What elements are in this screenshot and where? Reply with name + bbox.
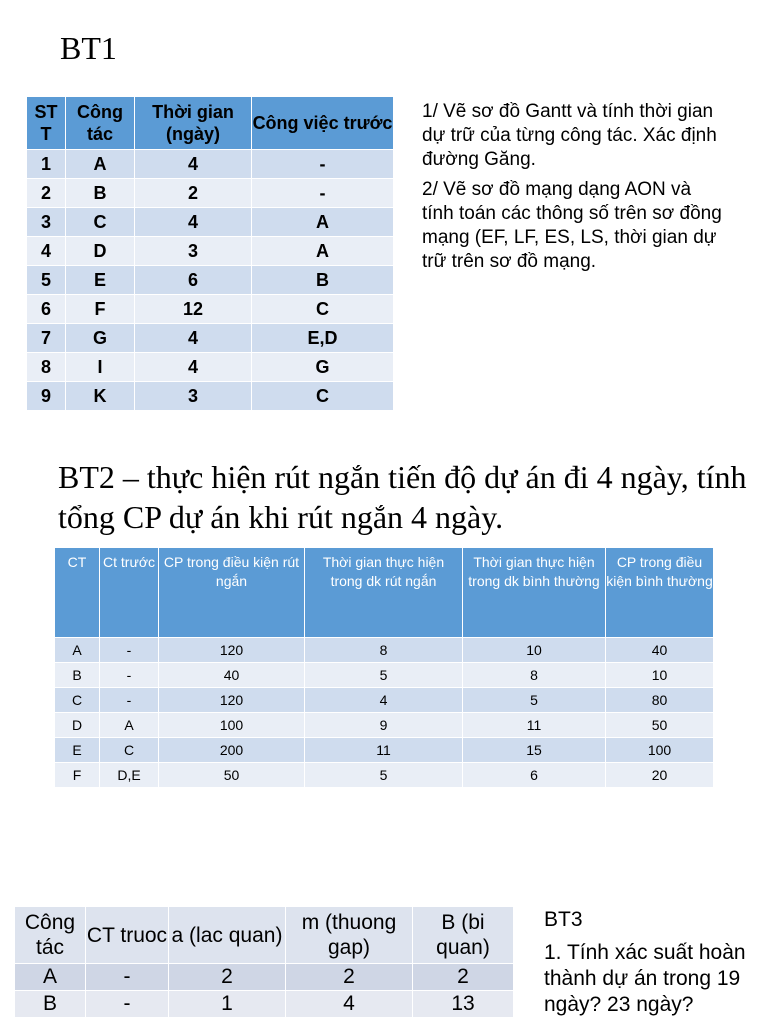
header-cong-viec-truoc: Công việc trước — [252, 97, 394, 150]
cell-ct-truoc: C — [100, 738, 159, 763]
cell-ct-truoc: - — [100, 688, 159, 713]
table-row — [55, 688, 714, 713]
cell-tg-rut-ngan: 5 — [305, 763, 463, 788]
cell-thoi-gian: 4 — [135, 150, 252, 179]
table-row — [27, 324, 394, 353]
cell-stt: 4 — [27, 237, 66, 266]
header-tg-binh-thuong: Thời gian thực hiện trong dk bình thường — [463, 548, 606, 638]
cell-cp-rut-ngan: 200 — [159, 738, 305, 763]
cell-tg-rut-ngan: 9 — [305, 713, 463, 738]
table-row — [55, 763, 714, 788]
bt2-title: BT2 – thực hiện rút ngắn tiến độ dự án đi 4 ngày, tính tổng CP dự án khi rút ngắn 4 ngày. — [58, 459, 747, 535]
header-m-thuong-gap: m (thuong gap) — [286, 907, 413, 964]
header-thoi-gian: Thời gian (ngày) — [135, 97, 252, 150]
cell-thoi-gian: 6 — [135, 266, 252, 295]
bt1-title: BT1 — [60, 30, 117, 66]
table-row — [27, 150, 394, 179]
header-ct-truoc: Ct trước — [100, 548, 159, 638]
table-row — [27, 382, 394, 411]
cell-cong-tac: F — [66, 295, 135, 324]
bt3-table — [14, 906, 514, 1018]
bt1-question-2: 2/ Vẽ sơ đồ mạng dạng AON và tính toán các thông số trên sơ đồng mạng (EF, LF, ES, LS, thời gian dự trữ trên sơ đồ mạng. — [422, 179, 722, 272]
cell-tg-rut-ngan: 11 — [305, 738, 463, 763]
cell-thoi-gian: 4 — [135, 324, 252, 353]
cell-cong-tac: E — [66, 266, 135, 295]
table-row — [27, 353, 394, 382]
cell-a: 1 — [169, 991, 286, 1018]
bt2-table — [54, 547, 714, 788]
cell-cp-binh-thuong: 100 — [606, 738, 714, 763]
cell-stt: 8 — [27, 353, 66, 382]
cell-ct: E — [55, 738, 100, 763]
cell-b: 13 — [413, 991, 514, 1018]
bt1-questions — [422, 100, 722, 280]
cell-stt: 9 — [27, 382, 66, 411]
bt1-question-1: 1/ Vẽ sơ đồ Gantt và tính thời gian dự trữ của từng công tác. Xác định đường Găng. — [422, 101, 717, 170]
cell-tg-binh-thuong: 15 — [463, 738, 606, 763]
header-cong-tac: Công tác — [15, 907, 86, 964]
header-cong-tac: Công tác — [66, 97, 135, 150]
cell-cong-tac: K — [66, 382, 135, 411]
table-header-row — [55, 548, 714, 638]
cell-ct: B — [55, 663, 100, 688]
cell-stt: 7 — [27, 324, 66, 353]
table-row — [27, 179, 394, 208]
header-tg-rut-ngan: Thời gian thực hiện trong dk rút ngắn — [305, 548, 463, 638]
cell-b: 2 — [413, 964, 514, 991]
cell-ct-truoc: D,E — [100, 763, 159, 788]
table-header-row — [15, 907, 514, 964]
cell-ct: F — [55, 763, 100, 788]
bt3-question: 1. Tính xác suất hoàn thành dự án trong 19 ngày? 23 ngày? — [544, 941, 746, 1016]
table-row — [27, 208, 394, 237]
cell-tg-rut-ngan: 4 — [305, 688, 463, 713]
cell-cp-binh-thuong: 20 — [606, 763, 714, 788]
cell-stt: 1 — [27, 150, 66, 179]
table-row — [15, 991, 514, 1018]
cell-cp-rut-ngan: 120 — [159, 688, 305, 713]
cell-thoi-gian: 2 — [135, 179, 252, 208]
cell-cp-binh-thuong: 80 — [606, 688, 714, 713]
cell-tg-rut-ngan: 8 — [305, 638, 463, 663]
cell-ct: A — [55, 638, 100, 663]
table-row — [55, 638, 714, 663]
cell-m: 4 — [286, 991, 413, 1018]
cell-thoi-gian: 4 — [135, 353, 252, 382]
cell-stt: 6 — [27, 295, 66, 324]
cell-truoc: A — [252, 237, 394, 266]
cell-cong-tac: B — [15, 991, 86, 1018]
cell-truoc: G — [252, 353, 394, 382]
cell-ct-truoc: - — [100, 638, 159, 663]
cell-cp-binh-thuong: 40 — [606, 638, 714, 663]
cell-thoi-gian: 3 — [135, 382, 252, 411]
cell-cp-rut-ngan: 40 — [159, 663, 305, 688]
cell-a: 2 — [169, 964, 286, 991]
header-b-bi-quan: B (bi quan) — [413, 907, 514, 964]
cell-truoc: A — [252, 208, 394, 237]
cell-thoi-gian: 4 — [135, 208, 252, 237]
cell-tg-binh-thuong: 11 — [463, 713, 606, 738]
cell-truoc: - — [252, 179, 394, 208]
cell-tg-binh-thuong: 8 — [463, 663, 606, 688]
cell-truoc: C — [252, 295, 394, 324]
header-ct-truoc: CT truoc — [86, 907, 169, 964]
header-cp-binh-thuong: CP trong điều kiện bình thường — [606, 548, 714, 638]
cell-truoc: E,D — [252, 324, 394, 353]
table-row — [27, 295, 394, 324]
cell-stt: 3 — [27, 208, 66, 237]
cell-truoc: B — [252, 266, 394, 295]
cell-ct-truoc: - — [86, 991, 169, 1018]
cell-ct-truoc: - — [100, 663, 159, 688]
cell-cp-binh-thuong: 50 — [606, 713, 714, 738]
bt3-title: BT3 — [544, 908, 583, 931]
cell-cong-tac: D — [66, 237, 135, 266]
table-row — [27, 266, 394, 295]
cell-tg-rut-ngan: 5 — [305, 663, 463, 688]
cell-cp-binh-thuong: 10 — [606, 663, 714, 688]
cell-cong-tac: B — [66, 179, 135, 208]
cell-cp-rut-ngan: 100 — [159, 713, 305, 738]
table-row — [55, 713, 714, 738]
cell-cong-tac: A — [15, 964, 86, 991]
cell-ct: D — [55, 713, 100, 738]
cell-cong-tac: C — [66, 208, 135, 237]
table-header-row — [27, 97, 394, 150]
table-row — [55, 738, 714, 763]
header-stt: ST T — [27, 97, 66, 150]
table-row — [27, 237, 394, 266]
bt1-table — [26, 96, 394, 411]
cell-cong-tac: A — [66, 150, 135, 179]
cell-cp-rut-ngan: 120 — [159, 638, 305, 663]
cell-cp-rut-ngan: 50 — [159, 763, 305, 788]
cell-truoc: C — [252, 382, 394, 411]
cell-truoc: - — [252, 150, 394, 179]
cell-cong-tac: G — [66, 324, 135, 353]
cell-tg-binh-thuong: 6 — [463, 763, 606, 788]
cell-stt: 5 — [27, 266, 66, 295]
header-ct: CT — [55, 548, 100, 638]
cell-ct-truoc: - — [86, 964, 169, 991]
cell-m: 2 — [286, 964, 413, 991]
cell-ct: C — [55, 688, 100, 713]
cell-ct-truoc: A — [100, 713, 159, 738]
table-row — [15, 964, 514, 991]
cell-thoi-gian: 3 — [135, 237, 252, 266]
cell-tg-binh-thuong: 10 — [463, 638, 606, 663]
cell-tg-binh-thuong: 5 — [463, 688, 606, 713]
cell-thoi-gian: 12 — [135, 295, 252, 324]
cell-stt: 2 — [27, 179, 66, 208]
cell-cong-tac: I — [66, 353, 135, 382]
header-cp-rut-ngan: CP trong điều kiện rút ngắn — [159, 548, 305, 638]
header-a-lac-quan: a (lac quan) — [169, 907, 286, 964]
table-row — [55, 663, 714, 688]
